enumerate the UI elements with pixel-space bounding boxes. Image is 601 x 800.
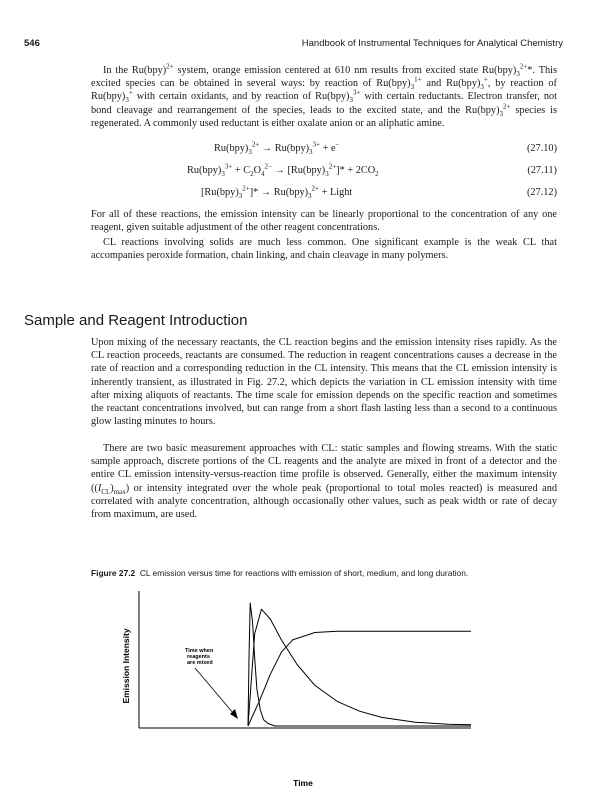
figure-caption: [91, 568, 468, 578]
intro-paragraph: In the Ru(bpy)$^{2+}$ system, orange emission centered at 610 nm results from excited state $Ru(bpy)_3^{2+}*$. This excited species can be obtained in several ways: by reaction of $Ru(bpy)_3^{1+}$ and $Ru(bpy)_3^+$, by reaction of $Ru(bpy)_3^+$ with certain oxidants, and by reaction of $Ru(bpy)_3^{3+}$ with certain reductants. Electron transfer, not bond cleavage and rearrangement of the species, leads to the excited state, and the $Ru(bpy)_3^{2+}$ species is regenerated. A commonly used reductant is either oxalate anion or an aliphatic amine.: [91, 62, 557, 129]
figure-label: Figure 27.2: [91, 568, 136, 578]
annotation-arrow: [195, 668, 234, 714]
annotation-line: Time when: [185, 648, 214, 654]
equation-number: (27.10): [526, 143, 557, 154]
equation-27-10: $Ru(bpy)_3^{2+} \to Ru(bpy)_3^{3+} + e^-$: [214, 140, 340, 157]
page-number: 546: [24, 38, 40, 49]
section-heading: Sample and Reagent Introduction: [24, 312, 248, 329]
paragraph-solids: CL reactions involving solids are much less common. One significant example is the weak CL that accompanies peroxide formation, chain linking, and chain cleavage in many polymers.: [91, 237, 557, 262]
equation-27-11: $Ru(bpy)_3^{3+} + C_2O_4^{2-} \to [Ru(bpy)_3^{2+}]* + 2CO_2$: [187, 162, 379, 179]
paragraph-approaches: There are two basic measurement approaches with CL: static samples and flowing streams. With the static sample approach, discrete portions of the CL reagents and the analyte are mixed in front of a detector and the entire CL emission intensity-versus-reaction time profile is observed. Generally, either the maximum intensity $((I_{CL})_{max})$ or intensity integrated over the whole peak (proportional to total moles reacted) is measured and correlated with analyte concentration, although occasionally other values, such as peak width or rate of decay from maximum, are used.: [91, 443, 557, 521]
equation-number: (27.11): [527, 165, 557, 176]
equation-number: (27.12): [526, 187, 557, 198]
annotation-line: are mixed: [187, 660, 213, 666]
annotation-line: reagents: [187, 654, 210, 660]
paragraph-mixing: Upon mixing of the necessary reactants, the CL reaction begins and the emission intensity rises rapidly. As the CL reaction proceeds, reactants are consumed. The reduction in reagent concentrations causes a decrease in the rate of reaction and a corresponding reduction in the CL intensity. This means that the CL emission intensity is inherently transient, as illustrated in Fig. 27.2, which depicts the variation in CL emission intensity with time after mixing aliquots of reactants. The time scale for emission depends on the specific reaction and sometimes the reactant concentrations involved, but can range from a short flash lasting less than a second to a continuous glow lasting minutes to hours.: [91, 337, 557, 428]
figure-caption-text: CL emission versus time for reactions with emission of short, medium, and long duration.: [139, 568, 469, 578]
series-line-medium: [248, 609, 471, 726]
paragraph-all-reactions: For all of these reactions, the emission intensity can be linearly proportional to the concentration of any one reagent, given suitable adjustment of the other reagent concentrations.: [91, 209, 557, 234]
running-title: Handbook of Instrumental Techniques for Analytical Chemistry: [301, 38, 563, 49]
x-axis-label: Time: [293, 778, 313, 788]
series-line-long: [248, 631, 471, 726]
mixing-annotation: [185, 648, 238, 719]
y-axis-label: Emission Intensity: [121, 628, 131, 704]
series-line-short: [248, 603, 471, 726]
equation-27-12: $[Ru(bpy)_3^{2+}]* \to Ru(bpy)_3^{2+}$ + Light: [201, 184, 353, 201]
cl-emission-chart: [91, 588, 557, 798]
